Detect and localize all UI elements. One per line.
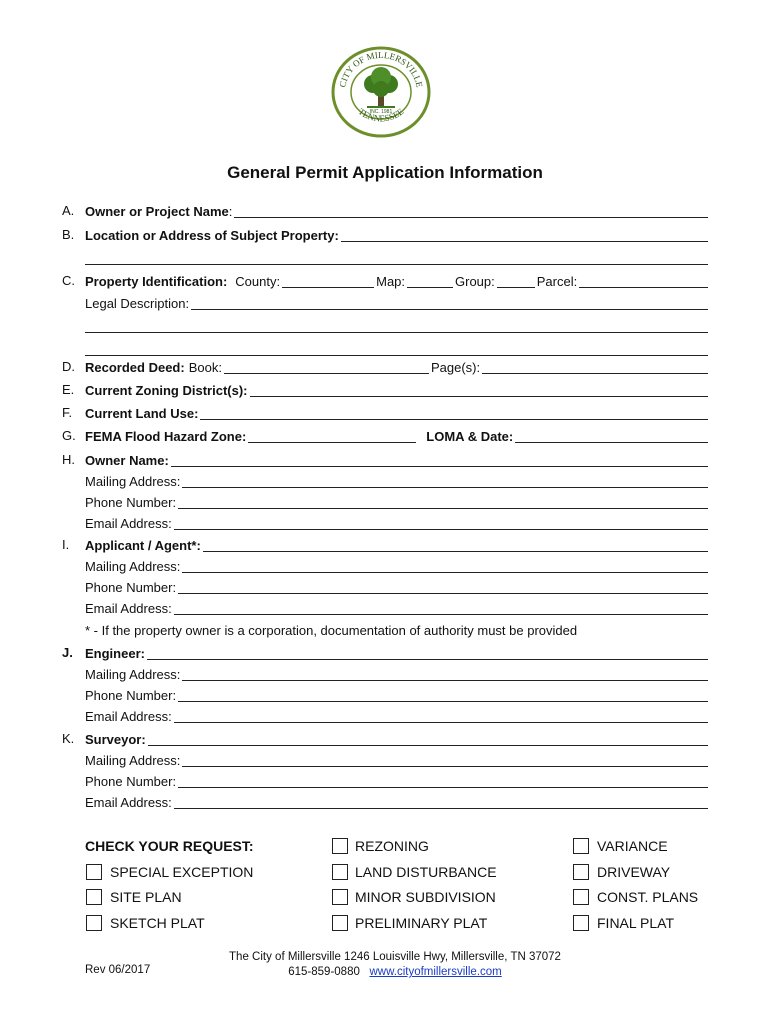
variance-label: VARIANCE (597, 838, 668, 854)
driveway-label: DRIVEWAY (597, 864, 671, 880)
location-field[interactable] (341, 241, 708, 242)
legal-description-row-3 (85, 341, 710, 359)
location-row (85, 227, 710, 245)
owner-project-name-field[interactable] (234, 217, 708, 218)
final-plat-label: FINAL PLAT (597, 915, 675, 931)
check-request-title: CHECK YOUR REQUEST: (85, 838, 254, 854)
letter-c: C. (62, 273, 75, 288)
location-field-2[interactable] (85, 264, 708, 265)
owner-project-name-label: Owner or Project Name (85, 204, 229, 219)
pages-field[interactable] (482, 373, 708, 374)
land-use-label: Current Land Use: (85, 406, 199, 421)
group-field[interactable] (497, 287, 535, 288)
letter-k: K. (62, 731, 75, 746)
footer-address: The City of Millersville 1246 Louisville Hwy, Millersville, TN 37072 (229, 951, 561, 963)
legal-description-field-3[interactable] (85, 355, 708, 356)
applicant-email-field[interactable] (174, 614, 708, 615)
owner-email-field[interactable] (174, 529, 708, 530)
parcel-field[interactable] (579, 287, 708, 288)
map-label: Map: (376, 274, 406, 289)
letter-f: F. (62, 405, 73, 420)
sketch-plat-label: SKETCH PLAT (110, 915, 205, 931)
special-exception-checkbox[interactable] (86, 864, 102, 880)
letter-d: D. (62, 359, 75, 374)
map-field[interactable] (407, 287, 453, 288)
surveyor-email-row (85, 794, 710, 812)
property-id-label: Property Identification: (85, 274, 228, 289)
seal-center-text: INC. 1981 (369, 109, 393, 115)
seal-bottom-text: TENNESSEE (356, 106, 406, 124)
land-disturbance-label: LAND DISTURBANCE (355, 864, 497, 880)
land-use-row (85, 405, 710, 423)
website-link[interactable]: www.cityofmillersville.com (369, 966, 502, 978)
minor-subdivision-checkbox[interactable] (332, 889, 348, 905)
letter-b: B. (62, 227, 75, 242)
rezoning-label: REZONING (355, 838, 429, 854)
loma-field[interactable] (515, 442, 708, 443)
owner-mailing-label: Mailing Address: (85, 474, 181, 489)
book-label: Book: (188, 360, 222, 375)
engineer-field[interactable] (147, 659, 708, 660)
letter-j: J. (62, 645, 73, 660)
applicant-phone-field[interactable] (178, 593, 708, 594)
applicant-email-label: Email Address: (85, 601, 172, 616)
variance-checkbox[interactable] (573, 838, 589, 854)
pages-label: Page(s): (430, 360, 481, 375)
zoning-row (85, 382, 710, 400)
sketch-plat-checkbox[interactable] (86, 915, 102, 931)
county-label: County: (235, 274, 281, 289)
engineer-label: Engineer: (85, 646, 145, 661)
property-id-row (85, 273, 710, 291)
letter-i: I. (62, 537, 70, 552)
surveyor-email-label: Email Address: (85, 795, 172, 810)
engineer-row (85, 645, 710, 663)
surveyor-email-field[interactable] (174, 808, 708, 809)
group-label: Group: (455, 274, 495, 289)
owner-email-label: Email Address: (85, 516, 172, 531)
legal-description-row (85, 295, 710, 313)
applicant-label: Applicant / Agent*: (85, 538, 201, 553)
engineer-email-label: Email Address: (85, 709, 172, 724)
minor-subdivision-label: MINOR SUBDIVISION (355, 889, 496, 905)
engineer-phone-field[interactable] (178, 701, 708, 702)
preliminary-plat-checkbox[interactable] (332, 915, 348, 931)
surveyor-phone-field[interactable] (178, 787, 708, 788)
zoning-label: Current Zoning District(s): (85, 383, 248, 398)
engineer-mailing-field[interactable] (182, 680, 708, 681)
engineer-phone-row (85, 687, 710, 705)
surveyor-phone-row (85, 773, 710, 791)
revision-date: Rev 06/2017 (85, 964, 151, 976)
owner-phone-label: Phone Number: (85, 495, 177, 510)
corporation-note: * - If the property owner is a corporation, documentation of authority must be provided (85, 623, 578, 638)
fema-field[interactable] (248, 442, 416, 443)
location-row-2 (85, 250, 710, 268)
rezoning-checkbox[interactable] (332, 838, 348, 854)
owner-email-row (85, 515, 710, 533)
book-field[interactable] (224, 373, 429, 374)
surveyor-mailing-row (85, 752, 710, 770)
legal-description-field-2[interactable] (85, 332, 708, 333)
final-plat-checkbox[interactable] (573, 915, 589, 931)
special-exception-label: SPECIAL EXCEPTION (110, 864, 254, 880)
legal-description-row-2 (85, 318, 710, 336)
loma-label: LOMA & Date: (426, 429, 514, 444)
engineer-mailing-row (85, 666, 710, 684)
site-plan-label: SITE PLAN (110, 889, 182, 905)
letter-h: H. (62, 452, 75, 467)
zoning-field[interactable] (250, 396, 709, 397)
owner-phone-field[interactable] (178, 508, 708, 509)
applicant-phone-row (85, 579, 710, 597)
surveyor-label: Surveyor: (85, 732, 146, 747)
county-field[interactable] (282, 287, 374, 288)
surveyor-row (85, 731, 710, 749)
letter-a: A. (62, 203, 75, 218)
fema-row (85, 428, 710, 446)
legal-description-label: Legal Description: (85, 296, 190, 311)
applicant-email-row (85, 600, 710, 618)
applicant-mailing-label: Mailing Address: (85, 559, 181, 574)
recorded-deed-row (85, 359, 710, 377)
applicant-mailing-field[interactable] (182, 572, 708, 573)
const-plans-label: CONST. PLANS (597, 889, 699, 905)
const-plans-checkbox[interactable] (573, 889, 589, 905)
owner-name-label: Owner Name: (85, 453, 169, 468)
site-plan-checkbox[interactable] (86, 889, 102, 905)
owner-phone-row (85, 494, 710, 512)
surveyor-field[interactable] (148, 745, 708, 746)
owner-name-row (85, 452, 710, 470)
owner-mailing-row (85, 473, 710, 491)
engineer-email-row (85, 708, 710, 726)
location-label: Location or Address of Subject Property: (85, 228, 339, 243)
city-seal (331, 46, 431, 138)
parcel-label: Parcel: (536, 274, 578, 289)
tree-icon (364, 67, 398, 108)
preliminary-plat-label: PRELIMINARY PLAT (355, 915, 488, 931)
surveyor-phone-label: Phone Number: (85, 774, 177, 789)
engineer-email-field[interactable] (174, 722, 708, 723)
owner-name-field[interactable] (171, 466, 708, 467)
recorded-deed-label: Recorded Deed: (85, 360, 185, 375)
applicant-field[interactable] (203, 551, 708, 552)
surveyor-mailing-field[interactable] (182, 766, 708, 767)
letter-g: G. (62, 428, 76, 443)
engineer-phone-label: Phone Number: (85, 688, 177, 703)
fema-label: FEMA Flood Hazard Zone: (85, 429, 247, 444)
applicant-row (85, 537, 710, 555)
seal-top-text: CITY OF MILLERSVILLE (337, 49, 425, 89)
land-use-field[interactable] (200, 419, 708, 420)
owner-project-name-row: Owner or Project Name : (85, 203, 710, 221)
letter-e: E. (62, 382, 75, 397)
engineer-mailing-label: Mailing Address: (85, 667, 181, 682)
surveyor-mailing-label: Mailing Address: (85, 753, 181, 768)
footer-phone: 615-859-0880 (288, 966, 360, 978)
page-title: General Permit Application Information (227, 163, 543, 182)
legal-description-field[interactable] (191, 309, 708, 310)
applicant-phone-label: Phone Number: (85, 580, 177, 595)
land-disturbance-checkbox[interactable] (332, 864, 348, 880)
owner-mailing-field[interactable] (182, 487, 708, 488)
driveway-checkbox[interactable] (573, 864, 589, 880)
applicant-mailing-row (85, 558, 710, 576)
